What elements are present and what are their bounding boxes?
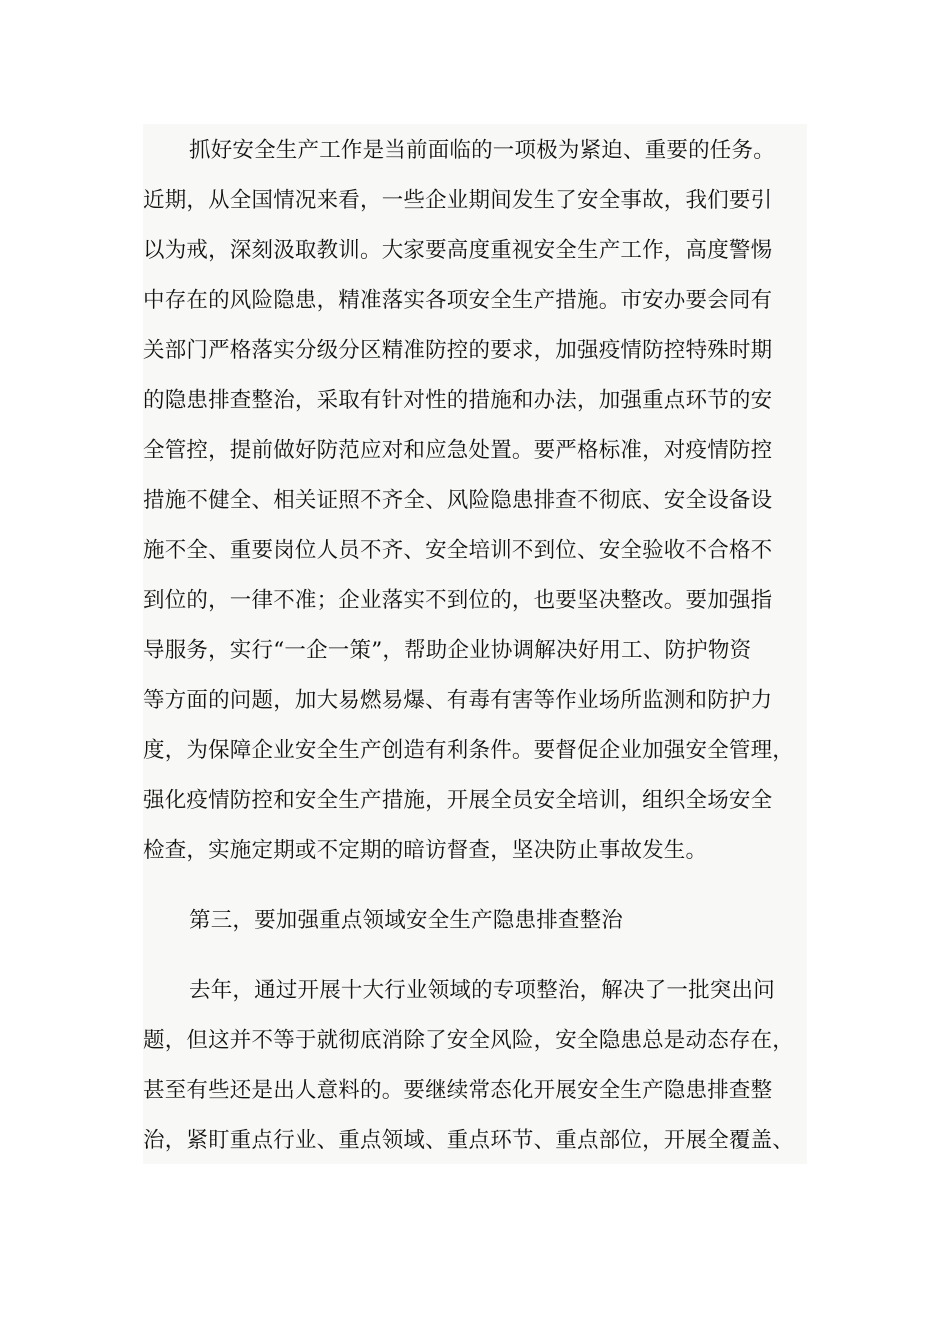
paragraph-line: 度，为保障企业安全生产创造有利条件。要督促企业加强安全管理，	[143, 738, 795, 763]
paragraph-line: 导服务，实行“一企一策”，帮助企业协调解决好用工、防护物资	[143, 638, 752, 663]
paragraph-line: 甚至有些还是出人意料的。要继续常态化开展安全生产隐患排查整	[143, 1078, 773, 1103]
paragraph-line: 施不全、重要岗位人员不齐、安全培训不到位、安全验收不合格不	[143, 538, 773, 563]
paragraph-line: 检查，实施定期或不定期的暗访督查，坚决防止事故发生。	[143, 838, 708, 863]
paragraph-line: 的隐患排查整治，采取有针对性的措施和办法，加强重点环节的安	[143, 388, 773, 413]
paragraph-line: 抓好安全生产工作是当前面临的一项极为紧迫、重要的任务。	[189, 138, 775, 163]
paragraph-line: 以为戒，深刻汲取教训。大家要高度重视安全生产工作，高度警惕	[143, 238, 773, 263]
paragraph-line: 全管控，提前做好防范应对和应急处置。要严格标准，对疫情防控	[143, 438, 773, 463]
paragraph-line: 近期，从全国情况来看，一些企业期间发生了安全事故，我们要引	[143, 188, 773, 213]
text-body	[143, 124, 807, 1164]
paragraph-line: 强化疫情防控和安全生产措施，开展全员安全培训，组织全场安全	[143, 788, 773, 813]
section-heading: 第三，要加强重点领域安全生产隐患排查整治	[189, 908, 624, 933]
paragraph-line: 中存在的风险隐患，精准落实各项安全生产措施。市安办要会同有	[143, 288, 773, 313]
paragraph-line: 去年，通过开展十大行业领域的专项整治，解决了一批突出问	[189, 978, 775, 1003]
paragraph-line: 措施不健全、相关证照不齐全、风险隐患排查不彻底、安全设备设	[143, 488, 773, 513]
paragraph-line: 治，紧盯重点行业、重点领域、重点环节、重点部位，开展全覆盖、	[143, 1128, 795, 1153]
paragraph-line: 等方面的问题，加大易燃易爆、有毒有害等作业场所监测和防护力	[143, 688, 773, 713]
paragraph-line: 到位的，一律不准；企业落实不到位的，也要坚决整改。要加强指	[143, 588, 773, 613]
paragraph-line: 关部门严格落实分级分区精准防控的要求，加强疫情防控特殊时期	[143, 338, 773, 363]
paragraph-line: 题，但这并不等于就彻底消除了安全风险，安全隐患总是动态存在，	[143, 1028, 795, 1053]
